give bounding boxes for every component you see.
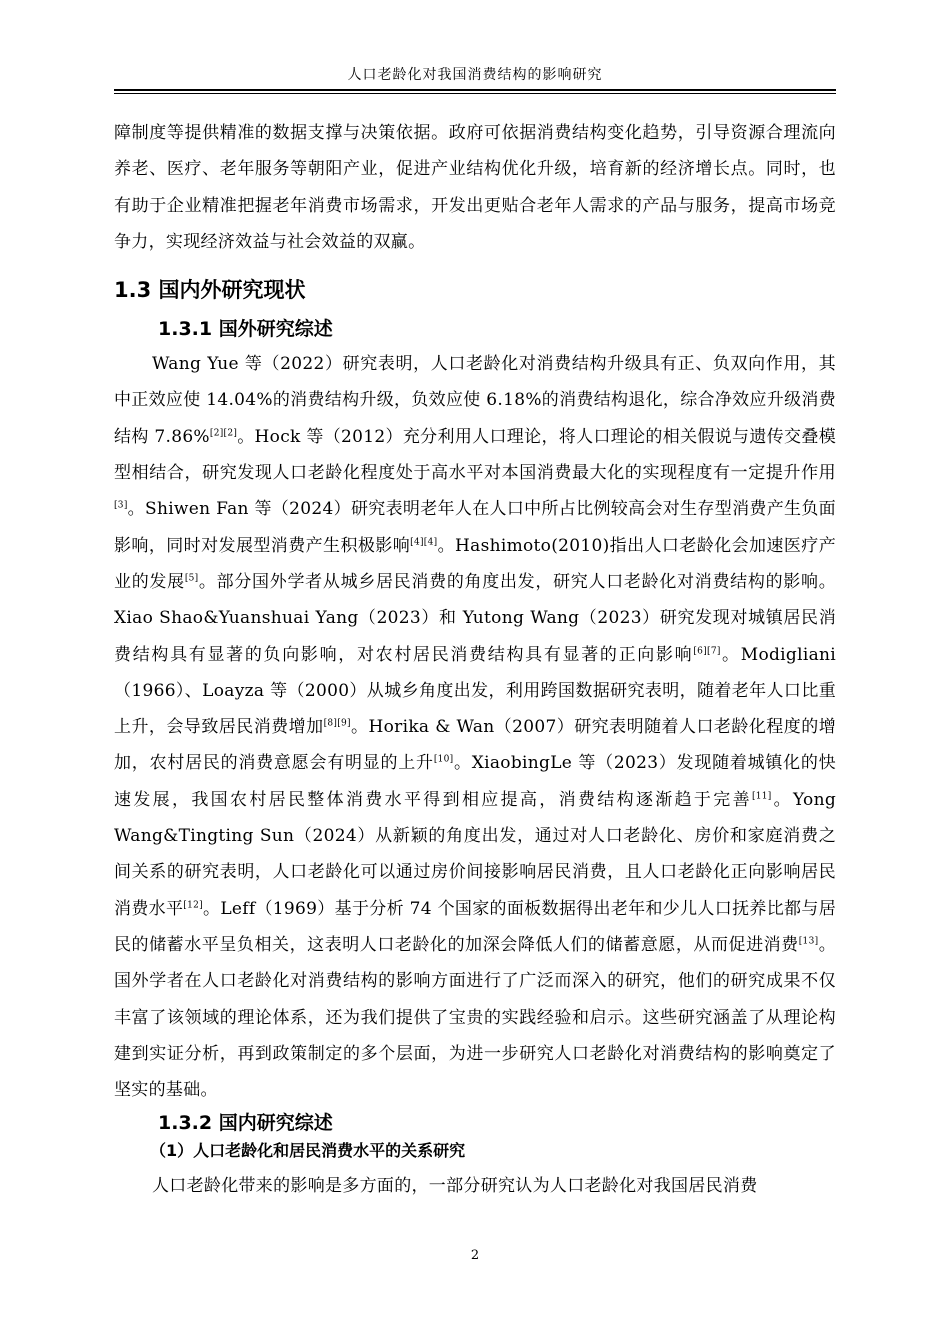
foreign-text-02: 。Hock 等（2012）充分利用人口理论，将人口理论的相关假说与遗传交叠模型相结合，研究发现人口老龄化程度处于高水平对本国消费最大化的实现程度有一定提升作用 [114,426,836,484]
citation-ref: [3] [114,500,128,511]
section-heading-1-3-1: 1.3.1 国外研究综述 [158,318,333,341]
foreign-text-04: 。Hashimoto(2010)指出人口老龄化会加速医疗产业的发展 [114,535,836,592]
header-rule-thick [114,89,836,91]
citation-ref: [5] [184,573,199,584]
section-heading-1-3: 1.3 国内外研究现状 [114,278,306,303]
foreign-text-10: 。Leff（1969）基于分析 74 个国家的面板数据得出老年和少儿人口抚养比都与居民的储蓄水平呈负相关，这表明人口老龄化的加深会降低人们的储蓄意愿，从而促进消费 [114,898,836,955]
citation-ref: [10] [433,754,454,765]
citation-ref: [4][4] [410,537,438,548]
subsection-heading-1: （1）人口老龄化和居民消费水平的关系研究 [150,1141,466,1161]
domestic-review-paragraph: 人口老龄化带来的影响是多方面的，一部分研究认为人口老龄化对我国居民消费 [152,1176,758,1197]
foreign-text-07: 。Horika & Wan（2007）研究表明随着人口老龄化程度的增加，农村居民的消费意愿会有明显的上升 [114,717,836,774]
page-content [114,115,836,1205]
citation-ref: [8][9] [323,718,351,729]
citation-ref: [6][7] [693,645,721,656]
foreign-text-05: 。部分国外学者从城乡居民消费的角度出发，研究人口老龄化对消费结构的影响。Xiao Shao&Yuanshuai Yang（2023）和 Yutong Wang（2023）研究发现对城镇居民消费结构具有显著的负向影响，对农村居民消费结构具有显著的正向影响 [114,571,836,665]
citation-ref: [11] [751,791,772,802]
page-number: 2 [470,1248,480,1263]
foreign-text-03: 。Shiwen Fan 等（2024）研究表明老年人在人口中所占比例较高会对生存型消费产生负面影响，同时对发展型消费产生积极影响 [114,499,836,556]
citation-ref: [2][2] [209,428,238,439]
citation-ref: [13] [798,936,819,947]
running-header: 人口老龄化对我国消费结构的影响研究 [347,67,603,83]
section-heading-1-3-2: 1.3.2 国内研究综述 [158,1112,333,1135]
foreign-text-01: Wang Yue 等（2022）研究表明，人口老龄化对消费结构升级具有正、负双向作用，其中正效应使 14.04%的消费结构升级，负效应使 6.18%的消费结构退化，综合净效应升级消费结构 7.86% [114,354,836,447]
foreign-text-11: 。国外学者在人口老龄化对消费结构的影响方面进行了广泛而深入的研究，他们的研究成果不仅丰富了该领域的理论体系，还为我们提供了宝贵的实践经验和启示。这些研究涵盖了从理论构建到实证分析，再到政策制定的多个层面，为进一步研究人口老龄化对消费结构的影响奠定了坚实的基础。 [114,934,836,1101]
foreign-text-06: 。Modigliani（1966）、Loayza 等（2000）从城乡角度出发，利用跨国数据研究表明，随着老年人口比重上升，会导致居民消费增加 [114,644,836,738]
intro-paragraph: 障制度等提供精准的数据支撑与决策依据。政府可依据消费结构变化趋势，引导资源合理流向养老、医疗、老年服务等朝阳产业，促进产业结构优化升级，培育新的经济增长点。同时，也有助于企业精准把握老年消费市场需求，开发出更贴合老年人需求的产品与服务，提高市场竞争力，实现经济效益与社会效益的双赢。 [114,123,836,252]
header-rule-thin [114,93,836,94]
citation-ref: [12] [183,899,203,910]
foreign-text-09: 。Yong Wang&Tingting Sun（2024）从新颖的角度出发，通过对人口老龄化、房价和家庭消费之间关系的研究表明，人口老龄化可以通过房价间接影响居民消费，且人口老龄化正向影响居民消费水平 [114,789,836,919]
foreign-text-08: 。XiaobingLe 等（2023）发现随着城镇化的快速发展，我国农村居民整体消费水平得到相应提高，消费结构逐渐趋于完善 [114,753,836,810]
foreign-review-paragraph [114,346,836,1108]
